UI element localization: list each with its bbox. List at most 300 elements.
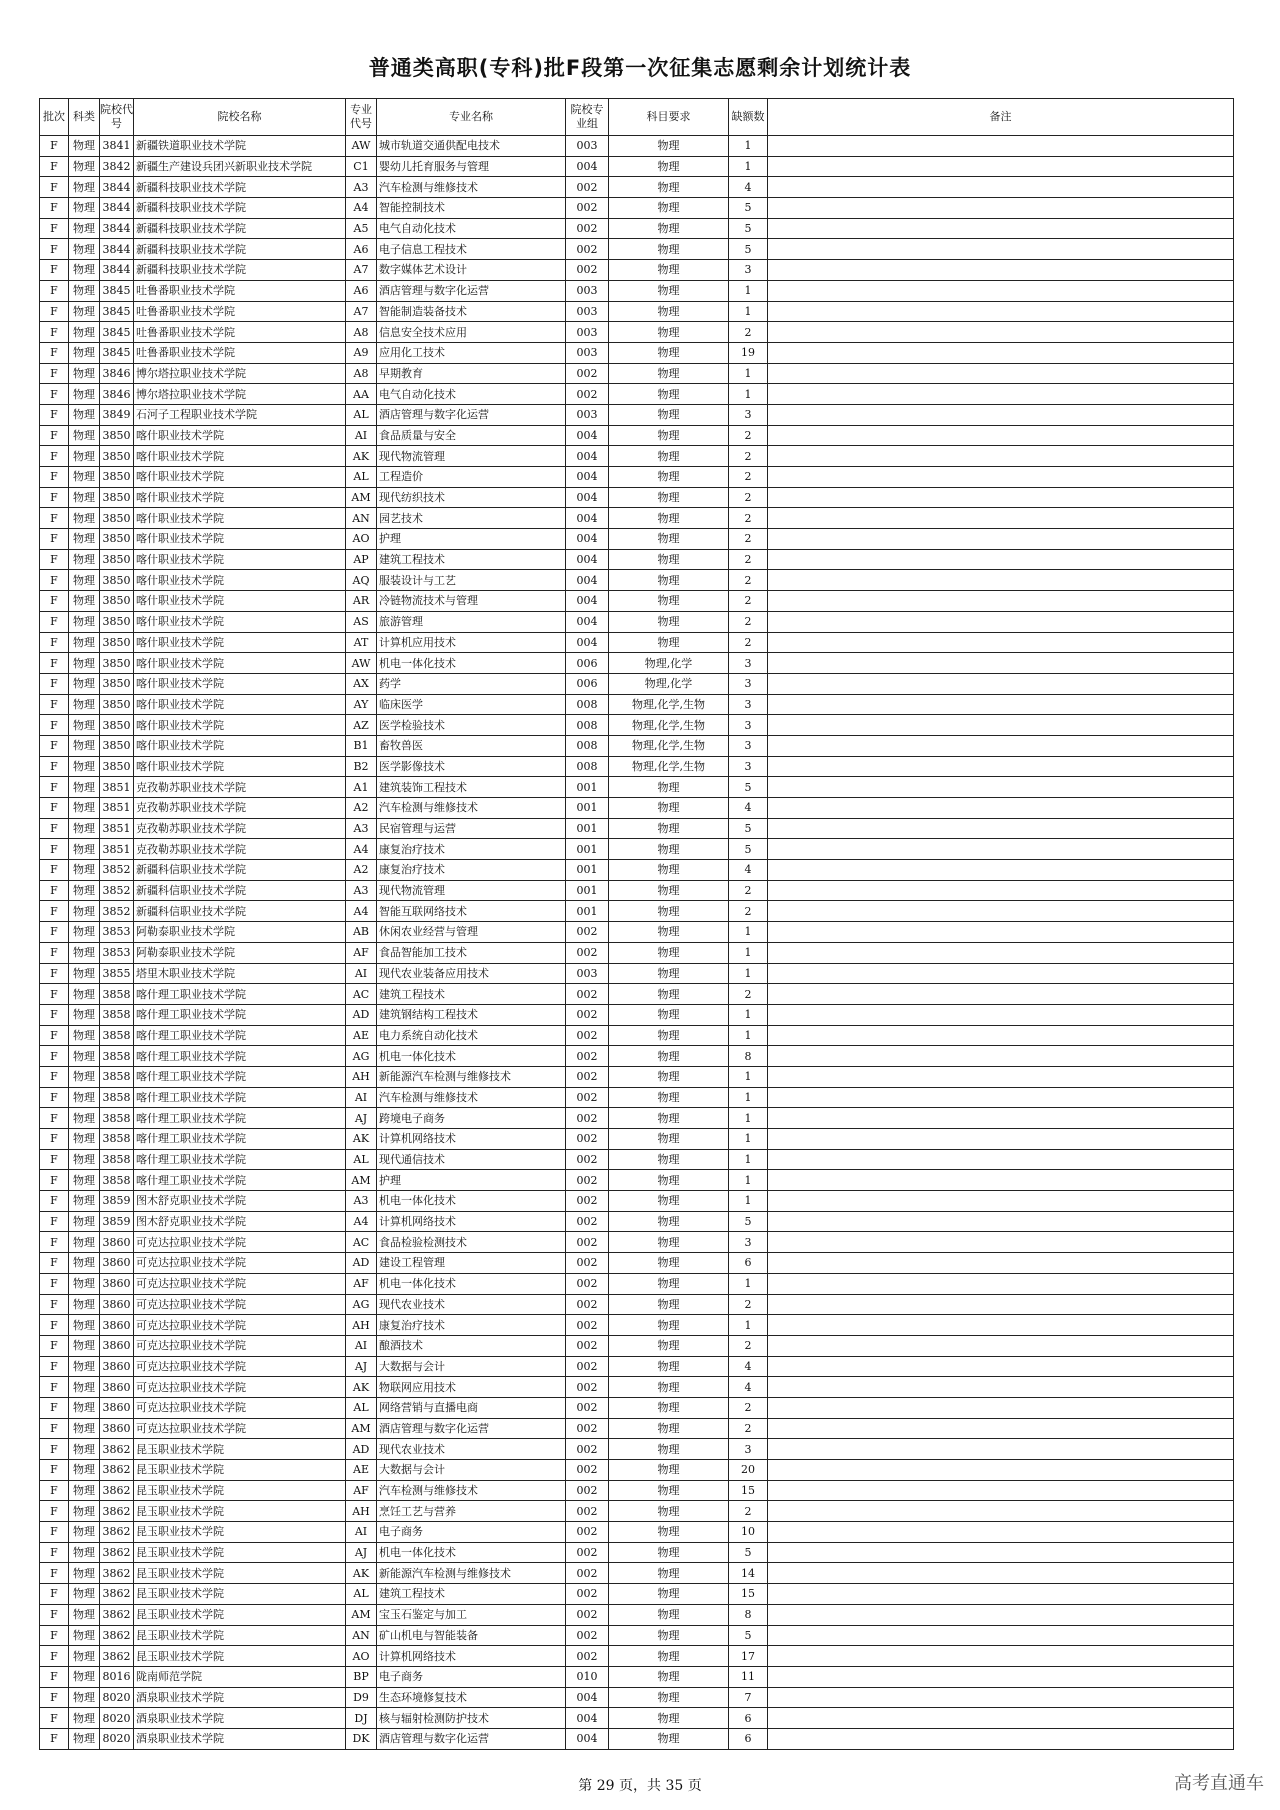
cell-batch: F — [40, 280, 69, 301]
cell-major-code: AQ — [346, 570, 377, 591]
cell-category: 物理 — [69, 1563, 100, 1584]
cell-category: 物理 — [69, 1066, 100, 1087]
table-row — [40, 1377, 1234, 1398]
cell-major-group: 004 — [566, 446, 609, 467]
table-row — [40, 653, 1234, 674]
cell-batch: F — [40, 1046, 69, 1067]
cell-major-code: D9 — [346, 1687, 377, 1708]
cell-major-group: 002 — [566, 1625, 609, 1646]
cell-subject-req: 物理,化学,生物 — [609, 694, 729, 715]
cell-batch: F — [40, 942, 69, 963]
table-body — [40, 136, 1234, 1750]
cell-major-group: 003 — [566, 404, 609, 425]
cell-category: 物理 — [69, 818, 100, 839]
cell-school-code: 8016 — [100, 1666, 134, 1687]
cell-category: 物理 — [69, 756, 100, 777]
cell-category: 物理 — [69, 839, 100, 860]
cell-batch: F — [40, 1149, 69, 1170]
cell-remarks — [768, 632, 1234, 653]
cell-vacancy: 1 — [729, 1129, 768, 1150]
cell-school-name: 昆玉职业技术学院 — [134, 1460, 346, 1481]
table-row — [40, 756, 1234, 777]
cell-vacancy: 2 — [729, 508, 768, 529]
table-row — [40, 1666, 1234, 1687]
cell-major-code: AY — [346, 694, 377, 715]
cell-major-group: 002 — [566, 177, 609, 198]
cell-major-group: 002 — [566, 363, 609, 384]
cell-remarks — [768, 1087, 1234, 1108]
cell-subject-req: 物理 — [609, 963, 729, 984]
cell-school-code: 3850 — [100, 756, 134, 777]
cell-category: 物理 — [69, 1356, 100, 1377]
cell-school-code: 3862 — [100, 1542, 134, 1563]
cell-school-code: 3850 — [100, 529, 134, 550]
cell-category: 物理 — [69, 239, 100, 260]
cell-major-group: 002 — [566, 260, 609, 281]
cell-subject-req: 物理 — [609, 260, 729, 281]
table-row — [40, 1108, 1234, 1129]
cell-major-group: 004 — [566, 1728, 609, 1749]
table-row — [40, 901, 1234, 922]
cell-subject-req: 物理 — [609, 1356, 729, 1377]
cell-major-code: AE — [346, 1025, 377, 1046]
cell-major-code: AF — [346, 1273, 377, 1294]
cell-school-name: 新疆科技职业技术学院 — [134, 198, 346, 219]
cell-major-group: 002 — [566, 1004, 609, 1025]
table-row — [40, 1294, 1234, 1315]
cell-vacancy: 8 — [729, 1046, 768, 1067]
table-row — [40, 218, 1234, 239]
cell-subject-req: 物理 — [609, 1584, 729, 1605]
cell-batch: F — [40, 1170, 69, 1191]
cell-vacancy: 2 — [729, 611, 768, 632]
cell-major-group: 002 — [566, 198, 609, 219]
cell-subject-req: 物理 — [609, 1149, 729, 1170]
cell-school-name: 昆玉职业技术学院 — [134, 1604, 346, 1625]
cell-remarks — [768, 1418, 1234, 1439]
cell-major-group: 002 — [566, 1211, 609, 1232]
cell-major-group: 008 — [566, 756, 609, 777]
cell-category: 物理 — [69, 549, 100, 570]
cell-subject-req: 物理 — [609, 1625, 729, 1646]
cell-school-name: 陇南师范学院 — [134, 1666, 346, 1687]
cell-remarks — [768, 1501, 1234, 1522]
table-row — [40, 1418, 1234, 1439]
cell-category: 物理 — [69, 1542, 100, 1563]
table-row — [40, 1604, 1234, 1625]
cell-major-name: 生态环境修复技术 — [377, 1687, 566, 1708]
cell-vacancy: 2 — [729, 570, 768, 591]
cell-school-name: 喀什职业技术学院 — [134, 632, 346, 653]
cell-vacancy: 4 — [729, 798, 768, 819]
cell-major-code: AM — [346, 487, 377, 508]
table-row — [40, 777, 1234, 798]
cell-major-group: 002 — [566, 1315, 609, 1336]
cell-major-code: AJ — [346, 1356, 377, 1377]
cell-remarks — [768, 922, 1234, 943]
cell-school-code: 3858 — [100, 984, 134, 1005]
table-row — [40, 984, 1234, 1005]
cell-school-name: 可克达拉职业技术学院 — [134, 1418, 346, 1439]
cell-vacancy: 1 — [729, 963, 768, 984]
cell-remarks — [768, 1170, 1234, 1191]
table-row — [40, 694, 1234, 715]
cell-major-name: 大数据与会计 — [377, 1460, 566, 1481]
cell-school-name: 可克达拉职业技术学院 — [134, 1315, 346, 1336]
cell-subject-req: 物理 — [609, 880, 729, 901]
cell-remarks — [768, 342, 1234, 363]
cell-major-group: 002 — [566, 1480, 609, 1501]
cell-school-name: 阿勒泰职业技术学院 — [134, 922, 346, 943]
cell-school-code: 3850 — [100, 508, 134, 529]
cell-batch: F — [40, 673, 69, 694]
cell-remarks — [768, 1315, 1234, 1336]
cell-school-code: 3860 — [100, 1294, 134, 1315]
cell-school-code: 3845 — [100, 280, 134, 301]
cell-school-name: 喀什职业技术学院 — [134, 735, 346, 756]
cell-major-code: DK — [346, 1728, 377, 1749]
cell-school-name: 酒泉职业技术学院 — [134, 1687, 346, 1708]
cell-major-name: 康复治疗技术 — [377, 839, 566, 860]
cell-category: 物理 — [69, 1315, 100, 1336]
cell-vacancy: 15 — [729, 1584, 768, 1605]
cell-vacancy: 4 — [729, 1356, 768, 1377]
table-row — [40, 1522, 1234, 1543]
cell-school-name: 喀什理工职业技术学院 — [134, 1170, 346, 1191]
cell-major-group: 002 — [566, 1584, 609, 1605]
table-row — [40, 384, 1234, 405]
cell-batch: F — [40, 1460, 69, 1481]
cell-major-name: 现代物流管理 — [377, 880, 566, 901]
cell-category: 物理 — [69, 322, 100, 343]
cell-batch: F — [40, 1666, 69, 1687]
cell-major-name: 信息安全技术应用 — [377, 322, 566, 343]
cell-school-name: 喀什职业技术学院 — [134, 467, 346, 488]
cell-major-code: AM — [346, 1604, 377, 1625]
cell-major-group: 010 — [566, 1666, 609, 1687]
cell-vacancy: 2 — [729, 591, 768, 612]
table-row — [40, 1563, 1234, 1584]
cell-major-code: AK — [346, 446, 377, 467]
cell-batch: F — [40, 1377, 69, 1398]
cell-major-code: B2 — [346, 756, 377, 777]
cell-major-group: 002 — [566, 1418, 609, 1439]
cell-vacancy: 6 — [729, 1728, 768, 1749]
cell-subject-req: 物理 — [609, 1004, 729, 1025]
cell-vacancy: 2 — [729, 1335, 768, 1356]
cell-batch: F — [40, 425, 69, 446]
cell-major-name: 工程造价 — [377, 467, 566, 488]
cell-major-group: 002 — [566, 1294, 609, 1315]
cell-category: 物理 — [69, 136, 100, 157]
cell-school-name: 图木舒克职业技术学院 — [134, 1211, 346, 1232]
cell-vacancy: 15 — [729, 1480, 768, 1501]
cell-remarks — [768, 1522, 1234, 1543]
cell-major-code: A9 — [346, 342, 377, 363]
table-row — [40, 1315, 1234, 1336]
cell-batch: F — [40, 632, 69, 653]
cell-category: 物理 — [69, 529, 100, 550]
cell-remarks — [768, 156, 1234, 177]
cell-school-name: 酒泉职业技术学院 — [134, 1708, 346, 1729]
cell-vacancy: 1 — [729, 1149, 768, 1170]
cell-school-code: 3858 — [100, 1149, 134, 1170]
cell-school-code: 3860 — [100, 1397, 134, 1418]
cell-batch: F — [40, 1728, 69, 1749]
cell-subject-req: 物理 — [609, 777, 729, 798]
cell-major-name: 机电一体化技术 — [377, 653, 566, 674]
cell-major-code: A6 — [346, 239, 377, 260]
cell-school-code: 3858 — [100, 1066, 134, 1087]
cell-school-code: 3846 — [100, 384, 134, 405]
cell-vacancy: 4 — [729, 177, 768, 198]
cell-major-name: 机电一体化技术 — [377, 1542, 566, 1563]
cell-school-code: 3844 — [100, 239, 134, 260]
cell-major-name: 临床医学 — [377, 694, 566, 715]
cell-vacancy: 17 — [729, 1646, 768, 1667]
cell-subject-req: 物理 — [609, 1563, 729, 1584]
cell-vacancy: 2 — [729, 446, 768, 467]
cell-vacancy: 1 — [729, 1191, 768, 1212]
cell-school-code: 3844 — [100, 198, 134, 219]
table-header-row — [40, 99, 1234, 136]
cell-category: 物理 — [69, 384, 100, 405]
cell-school-name: 喀什理工职业技术学院 — [134, 1004, 346, 1025]
cell-category: 物理 — [69, 570, 100, 591]
cell-subject-req: 物理 — [609, 1129, 729, 1150]
cell-major-group: 002 — [566, 1046, 609, 1067]
table-row — [40, 1211, 1234, 1232]
cell-school-code: 3841 — [100, 136, 134, 157]
cell-vacancy: 5 — [729, 839, 768, 860]
cell-school-name: 喀什理工职业技术学院 — [134, 1025, 346, 1046]
cell-major-name: 旅游管理 — [377, 611, 566, 632]
cell-school-code: 3845 — [100, 342, 134, 363]
cell-remarks — [768, 901, 1234, 922]
cell-remarks — [768, 1356, 1234, 1377]
cell-school-name: 喀什职业技术学院 — [134, 570, 346, 591]
cell-major-name: 计算机网络技术 — [377, 1129, 566, 1150]
cell-major-code: AA — [346, 384, 377, 405]
cell-subject-req: 物理 — [609, 239, 729, 260]
cell-major-code: AH — [346, 1501, 377, 1522]
cell-major-name: 现代农业技术 — [377, 1294, 566, 1315]
cell-subject-req: 物理 — [609, 922, 729, 943]
cell-category: 物理 — [69, 1294, 100, 1315]
cell-school-code: 3850 — [100, 673, 134, 694]
cell-batch: F — [40, 798, 69, 819]
cell-vacancy: 4 — [729, 860, 768, 881]
cell-batch: F — [40, 1625, 69, 1646]
cell-batch: F — [40, 735, 69, 756]
cell-category: 物理 — [69, 198, 100, 219]
cell-remarks — [768, 570, 1234, 591]
cell-major-group: 002 — [566, 1604, 609, 1625]
cell-school-name: 昆玉职业技术学院 — [134, 1563, 346, 1584]
cell-vacancy: 2 — [729, 880, 768, 901]
cell-subject-req: 物理 — [609, 446, 729, 467]
cell-major-group: 004 — [566, 591, 609, 612]
cell-batch: F — [40, 1501, 69, 1522]
cell-subject-req: 物理 — [609, 363, 729, 384]
cell-subject-req: 物理 — [609, 549, 729, 570]
cell-school-code: 3858 — [100, 1004, 134, 1025]
cell-major-code: DJ — [346, 1708, 377, 1729]
cell-major-code: B1 — [346, 735, 377, 756]
cell-school-code: 3862 — [100, 1480, 134, 1501]
cell-category: 物理 — [69, 1646, 100, 1667]
col-header-school-code: 院校代号 — [100, 99, 134, 136]
table-row — [40, 549, 1234, 570]
cell-major-code: AJ — [346, 1108, 377, 1129]
cell-school-code: 8020 — [100, 1708, 134, 1729]
cell-major-name: 数字媒体艺术设计 — [377, 260, 566, 281]
cell-school-code: 3850 — [100, 591, 134, 612]
cell-major-name: 酒店管理与数字化运营 — [377, 280, 566, 301]
cell-school-code: 3852 — [100, 880, 134, 901]
cell-batch: F — [40, 1066, 69, 1087]
table-row — [40, 239, 1234, 260]
cell-category: 物理 — [69, 901, 100, 922]
cell-school-code: 3846 — [100, 363, 134, 384]
cell-subject-req: 物理 — [609, 198, 729, 219]
cell-school-name: 喀什职业技术学院 — [134, 508, 346, 529]
cell-school-name: 喀什职业技术学院 — [134, 529, 346, 550]
cell-subject-req: 物理 — [609, 798, 729, 819]
cell-category: 物理 — [69, 425, 100, 446]
cell-subject-req: 物理 — [609, 901, 729, 922]
cell-batch: F — [40, 1211, 69, 1232]
cell-vacancy: 5 — [729, 777, 768, 798]
col-header-subject-req: 科目要求 — [609, 99, 729, 136]
cell-major-group: 001 — [566, 798, 609, 819]
cell-remarks — [768, 239, 1234, 260]
cell-major-name: 酒店管理与数字化运营 — [377, 1418, 566, 1439]
cell-school-name: 石河子工程职业技术学院 — [134, 404, 346, 425]
cell-major-group: 004 — [566, 570, 609, 591]
cell-batch: F — [40, 1294, 69, 1315]
cell-batch: F — [40, 198, 69, 219]
cell-subject-req: 物理 — [609, 529, 729, 550]
cell-batch: F — [40, 1356, 69, 1377]
cell-vacancy: 2 — [729, 467, 768, 488]
cell-major-name: 现代农业技术 — [377, 1439, 566, 1460]
cell-major-group: 003 — [566, 963, 609, 984]
cell-batch: F — [40, 1604, 69, 1625]
cell-school-name: 喀什职业技术学院 — [134, 591, 346, 612]
table-row — [40, 1253, 1234, 1274]
cell-vacancy: 8 — [729, 1604, 768, 1625]
cell-school-name: 喀什职业技术学院 — [134, 673, 346, 694]
table-row — [40, 280, 1234, 301]
cell-major-code: AW — [346, 136, 377, 157]
cell-category: 物理 — [69, 922, 100, 943]
table-row — [40, 1480, 1234, 1501]
cell-major-group: 002 — [566, 1356, 609, 1377]
cell-major-name: 烹饪工艺与营养 — [377, 1501, 566, 1522]
cell-major-name: 食品质量与安全 — [377, 425, 566, 446]
table-row — [40, 529, 1234, 550]
cell-major-code: AK — [346, 1563, 377, 1584]
cell-major-group: 002 — [566, 1522, 609, 1543]
cell-school-code: 3849 — [100, 404, 134, 425]
cell-major-code: A4 — [346, 1211, 377, 1232]
cell-major-group: 004 — [566, 467, 609, 488]
cell-subject-req: 物理 — [609, 611, 729, 632]
cell-vacancy: 1 — [729, 1170, 768, 1191]
cell-school-code: 3842 — [100, 156, 134, 177]
cell-major-name: 计算机网络技术 — [377, 1211, 566, 1232]
cell-major-code: AI — [346, 425, 377, 446]
document-title: 普通类高职(专科)批F段第一次征集志愿剩余计划统计表 — [368, 56, 912, 80]
table-row — [40, 860, 1234, 881]
cell-subject-req: 物理 — [609, 322, 729, 343]
cell-vacancy: 2 — [729, 529, 768, 550]
cell-major-name: 大数据与会计 — [377, 1356, 566, 1377]
cell-batch: F — [40, 156, 69, 177]
cell-remarks — [768, 1232, 1234, 1253]
col-header-category: 科类 — [69, 99, 100, 136]
cell-school-code: 3850 — [100, 570, 134, 591]
cell-subject-req: 物理 — [609, 487, 729, 508]
cell-major-name: 汽车检测与维修技术 — [377, 1087, 566, 1108]
cell-subject-req: 物理 — [609, 384, 729, 405]
cell-major-name: 康复治疗技术 — [377, 860, 566, 881]
cell-major-group: 008 — [566, 735, 609, 756]
cell-remarks — [768, 508, 1234, 529]
cell-major-group: 001 — [566, 880, 609, 901]
cell-remarks — [768, 1066, 1234, 1087]
cell-subject-req: 物理 — [609, 508, 729, 529]
cell-school-name: 喀什理工职业技术学院 — [134, 1087, 346, 1108]
cell-vacancy: 3 — [729, 1232, 768, 1253]
cell-vacancy: 3 — [729, 653, 768, 674]
cell-vacancy: 3 — [729, 735, 768, 756]
cell-batch: F — [40, 901, 69, 922]
cell-remarks — [768, 1480, 1234, 1501]
col-header-vacancy: 缺额数 — [729, 99, 768, 136]
cell-major-group: 002 — [566, 1170, 609, 1191]
cell-batch: F — [40, 860, 69, 881]
table-row — [40, 425, 1234, 446]
cell-major-name: 早期教育 — [377, 363, 566, 384]
cell-subject-req: 物理 — [609, 1294, 729, 1315]
table-row — [40, 363, 1234, 384]
cell-vacancy: 1 — [729, 1315, 768, 1336]
cell-subject-req: 物理 — [609, 1087, 729, 1108]
cell-major-group: 002 — [566, 239, 609, 260]
cell-school-name: 喀什理工职业技术学院 — [134, 1066, 346, 1087]
cell-subject-req: 物理 — [609, 1728, 729, 1749]
cell-major-group: 001 — [566, 818, 609, 839]
cell-batch: F — [40, 1439, 69, 1460]
cell-school-name: 喀什理工职业技术学院 — [134, 1046, 346, 1067]
cell-category: 物理 — [69, 1191, 100, 1212]
cell-remarks — [768, 260, 1234, 281]
cell-school-name: 新疆科技职业技术学院 — [134, 177, 346, 198]
cell-school-code: 3852 — [100, 901, 134, 922]
cell-remarks — [768, 1377, 1234, 1398]
cell-subject-req: 物理 — [609, 1460, 729, 1481]
cell-school-code: 3850 — [100, 446, 134, 467]
cell-remarks — [768, 446, 1234, 467]
cell-category: 物理 — [69, 653, 100, 674]
cell-vacancy: 2 — [729, 901, 768, 922]
cell-subject-req: 物理 — [609, 1335, 729, 1356]
cell-batch: F — [40, 549, 69, 570]
cell-school-code: 3862 — [100, 1439, 134, 1460]
cell-major-code: AT — [346, 632, 377, 653]
